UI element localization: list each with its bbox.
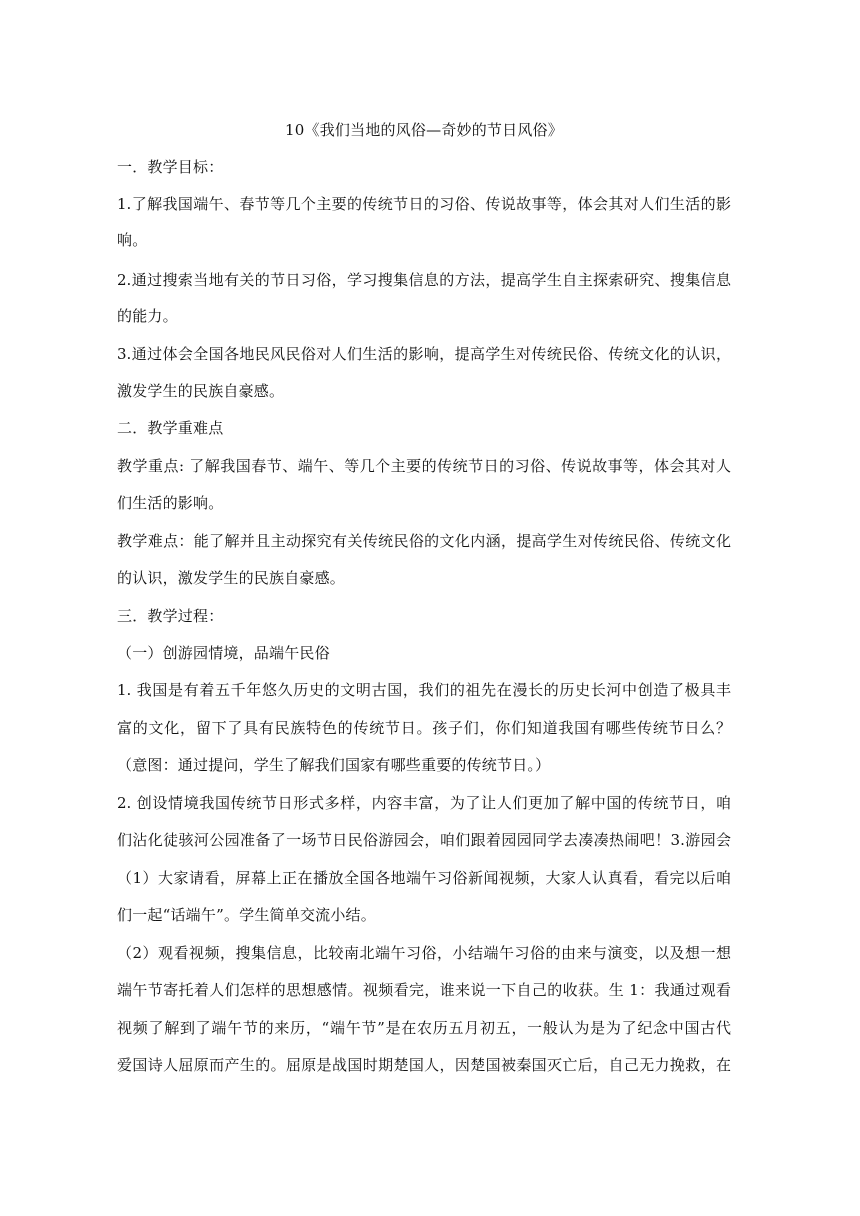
paragraph-2-line-1: 2. 创设情境我国传统节日形式多样，内容丰富，为了让人们更加了解中国的传统节日，咱 — [117, 794, 731, 812]
paragraph-2-line-2: 们沾化徒骇河公园准备了一场节日民俗游园会，咱们跟着园园同学去凑凑热闹吧！3.游园会 — [117, 831, 731, 849]
difficulty-line-2: 的认识，激发学生的民族自豪感。 — [117, 569, 346, 587]
key-point-line-1: 教学重点: 了解我国春节、端午、等几个主要的传统节日的习俗、传说故事等，体会其对人 — [117, 457, 731, 475]
difficulty-line-1: 教学难点：能了解并且主动探究有关传统民俗的文化内涵，提高学生对传统民俗、传统文化 — [117, 532, 731, 550]
section-heading-key-points: 二．教学重难点 — [117, 419, 224, 437]
paragraph-1-line-3: （意图：通过提问，学生了解我们国家有哪些重要的传统节日。） — [117, 756, 551, 774]
paragraph-4-line-3: 视频了解到了端午节的来历，“端午节”是在农历五月初五，一般认为是为了纪念中国古代 — [117, 1019, 731, 1037]
paragraph-4-line-4: 爱国诗人屈原而产生的。屈原是战国时期楚国人，因楚国被秦国灭亡后，自己无力挽救，在 — [117, 1056, 731, 1074]
goal-2-line-1: 2.通过搜索当地有关的节日习俗，学习搜集信息的方法，提高学生自主探索研究、搜集信息 — [117, 271, 731, 289]
goal-3-line-1: 3.通过体会全国各地民风民俗对人们生活的影响，提高学生对传统民俗、传统文化的认识， — [117, 345, 731, 363]
goal-1-line-2: 响。 — [117, 231, 148, 249]
paragraph-1-line-1: 1. 我国是有着五千年悠久历史的文明古国，我们的祖先在漫长的历史长河中创造了极具丰 — [117, 681, 731, 699]
subsection-heading-1: （一）创游园情境，品端午民俗 — [117, 644, 330, 662]
goal-3-line-2: 激发学生的民族自豪感。 — [117, 382, 285, 400]
paragraph-4-line-2: 端午节寄托着人们怎样的思想感情。视频看完，谁来说一下自己的收获。生 1：我通过观看 — [117, 981, 731, 999]
paragraph-1-line-2: 富的文化，留下了具有民族特色的传统节日。孩子们，你们知道我国有哪些传统节日么？ — [117, 719, 731, 737]
goal-2-line-2: 的能力。 — [117, 307, 178, 325]
paragraph-3-line-1: （1）大家请看，屏幕上正在播放全国各地端午习俗新闻视频，大家人认真看，看完以后咱 — [117, 869, 731, 887]
section-heading-goals: 一．教学目标： — [117, 158, 224, 176]
paragraph-3-line-2: 们一起“话端午”。学生简单交流小结。 — [117, 906, 376, 924]
document-title: 10《我们当地的风俗—奇妙的节日风俗》 — [285, 121, 563, 139]
key-point-line-2: 们生活的影响。 — [117, 494, 224, 512]
paragraph-4-line-1: （2）观看视频，搜集信息，比较南北端午习俗，小结端午习俗的由来与演变，以及想一想 — [117, 944, 731, 962]
goal-1-line-1: 1.了解我国端午、春节等几个主要的传统节日的习俗、传说故事等，体会其对人们生活的影 — [117, 195, 731, 213]
section-heading-process: 三．教学过程： — [117, 607, 224, 625]
